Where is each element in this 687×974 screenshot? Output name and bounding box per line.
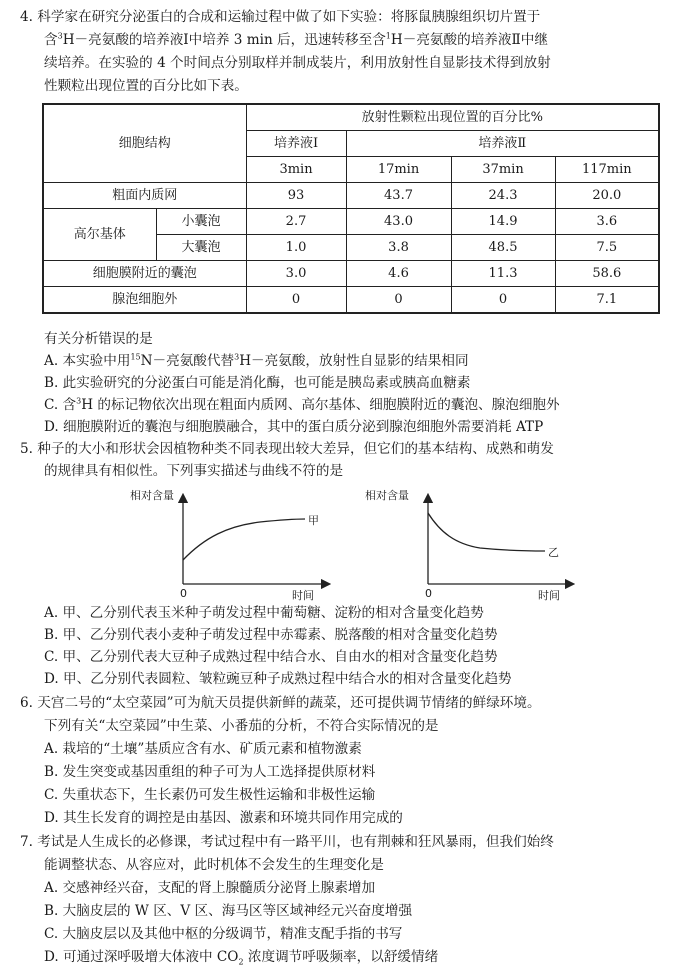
value-cell: 43.0 [346,209,451,235]
q4-data-table [42,103,660,314]
time-cell: 17min [346,157,451,183]
q6-option-a: A. 栽培的“土壤”基质应含有水、矿质元素和植物激素 [44,741,362,757]
time-cell: 117min [555,157,659,183]
value-cell: 7.1 [555,287,659,314]
chart2-origin: 0 [425,587,432,600]
value-cell: 1.0 [246,235,346,261]
value-cell: 7.5 [555,235,659,261]
value-cell: 48.5 [451,235,555,261]
value-cell: 11.3 [451,261,555,287]
q6-option-c: C. 失重状态下，生长素仍可发生极性运输和非极性运输 [44,787,376,803]
q4-stem-line3: 续培养。在实验的 4 个时间点分别取样并制成装片，利用放射性自显影技术得到放射 [44,55,551,71]
row-label: 小囊泡 [156,209,246,235]
chart1-origin: 0 [180,587,187,600]
q4-stem-line1: 4. 科学家在研究分泌蛋白的合成和运输过程中做了如下实验：将豚鼠胰腺组织切片置于 [20,9,541,25]
q5-stem-line2: 的规律具有相似性。下列事实描述与曲线不符的是 [44,463,344,479]
row-label: 细胞膜附近的囊泡 [43,261,246,287]
value-cell: 2.7 [246,209,346,235]
value-cell: 0 [451,287,555,314]
table-row [43,183,659,209]
value-cell: 20.0 [555,183,659,209]
q4-stem-line2: 含$^3$H－亮氨酸的培养液Ⅰ中培养 3 min 后，迅速转移至含$^1$H－亮氨酸的培养液Ⅱ中继 [44,31,548,48]
value-cell: 3.6 [555,209,659,235]
chart2-ylabel: 相对含量 [365,489,409,502]
q4-option-c: C. 含$^3$H 的标记物依次出现在粗面内质网、高尔基体、细胞膜附近的囊泡、腺泡细胞外 [44,396,560,413]
q6-option-d: D. 其生长发育的调控是由基因、激素和环境共同作用完成的 [44,810,403,826]
q4-prompt: 有关分析错误的是 [44,331,153,347]
q5-option-d: D. 甲、乙分别代表圆粒、皱粒豌豆种子成熟过程中结合水的相对含量变化趋势 [44,671,512,687]
value-cell: 3.8 [346,235,451,261]
header-cell-structure: 细胞结构 [43,104,246,183]
value-cell: 93 [246,183,346,209]
table-row [43,209,659,235]
row-label: 腺泡细胞外 [43,287,246,314]
q7-stem-line2: 能调整状态、从容应对，此时机体不会发生的生理变化是 [44,857,384,873]
chart1-curve-jia [183,519,305,560]
q7-option-b: B. 大脑皮层的 W 区、V 区、海马区等区域神经元兴奋度增强 [44,903,413,919]
q5-option-c: C. 甲、乙分别代表大豆种子成熟过程中结合水、自由水的相对含量变化趋势 [44,649,498,665]
q6-option-b: B. 发生突变或基因重组的种子可为人工选择提供原材料 [44,764,376,780]
row-group-label: 高尔基体 [43,209,156,261]
chart2-curve-yi [428,513,545,551]
value-cell: 14.9 [451,209,555,235]
value-cell: 4.6 [346,261,451,287]
row-label: 大囊泡 [156,235,246,261]
value-cell: 3.0 [246,261,346,287]
q4-option-d: D. 细胞膜附近的囊泡与细胞膜融合，其中的蛋白质分泌到腺泡细胞外需要消耗 ATP [44,419,544,435]
value-cell: 0 [346,287,451,314]
chart1-xlabel: 时间 [292,589,314,602]
q7-option-a: A. 交感神经兴奋，支配的肾上腺髓质分泌肾上腺素增加 [44,880,376,896]
header-cell-culture1: 培养液Ⅰ [246,131,346,157]
q5-stem-line1: 5. 种子的大小和形状会因植物种类不同表现出较大差异，但它们的基本结构、成熟和萌发 [20,441,554,457]
q5-option-a: A. 甲、乙分别代表玉米种子萌发过程中葡萄糖、淀粉的相对含量变化趋势 [44,605,484,621]
time-cell: 3min [246,157,346,183]
q4-option-b: B. 此实验研究的分泌蛋白可能是消化酶，也可能是胰岛素或胰高血糖素 [44,375,471,391]
q4-stem-line4: 性颗粒出现位置的百分比如下表。 [44,78,248,94]
q6-stem-line1: 6. 天宫二号的“太空菜园”可为航天员提供新鲜的蔬菜，还可提供调节情绪的鲜绿环境。 [20,695,541,711]
q5-option-b: B. 甲、乙分别代表小麦种子萌发过程中赤霉素、脱落酸的相对含量变化趋势 [44,627,498,643]
table-row [43,287,659,314]
value-cell: 43.7 [346,183,451,209]
row-label: 粗面内质网 [43,183,246,209]
q7-option-c: C. 大脑皮层以及其他中枢的分级调节，精准支配手指的书写 [44,926,403,942]
table-row [43,261,659,287]
chart2-series-label: 乙 [548,546,559,559]
q7-stem-line1: 7. 考试是人生成长的必修课，考试过程中有一路平川，也有荆棘和狂风暴雨，但我们始终 [20,834,554,850]
q5-chart-svg [110,482,590,600]
q5-charts [110,482,590,600]
chart1-series-label: 甲 [308,514,319,527]
value-cell: 0 [246,287,346,314]
time-cell: 37min [451,157,555,183]
chart2-xlabel: 时间 [538,589,560,602]
q4-option-a: A. 本实验中用$^{15}$N－亮氨酸代替$^3$H－亮氨酸，放射性自显影的结果相同 [44,352,469,369]
header-cell-percent: 放射性颗粒出现位置的百分比% [246,104,659,131]
value-cell: 24.3 [451,183,555,209]
q7-option-d: D. 可通过深呼吸增大体液中 $CO_2$ 浓度调节呼吸频率，以舒缓情绪 [44,949,439,967]
q6-stem-line2: 下列有关“太空菜园”中生菜、小番茄的分析，不符合实际情况的是 [44,718,439,734]
chart1-ylabel: 相对含量 [130,489,174,502]
header-cell-culture2: 培养液Ⅱ [346,131,659,157]
value-cell: 58.6 [555,261,659,287]
